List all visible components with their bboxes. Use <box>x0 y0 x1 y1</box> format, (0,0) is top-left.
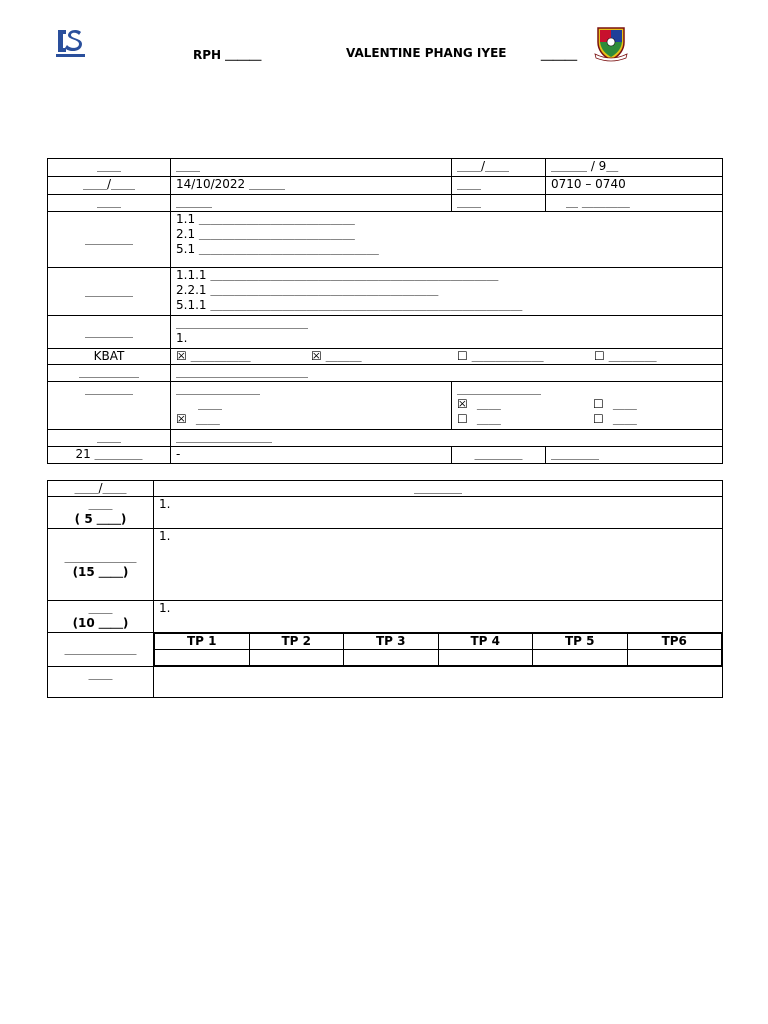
checkbox-checked-icon: ☒ <box>176 412 187 426</box>
activity-option-label: ＿＿ <box>198 397 223 411</box>
date-label: ＿＿/＿＿ <box>48 177 171 195</box>
kbat-options <box>171 349 723 365</box>
phase-header: ＿＿/＿＿ <box>48 481 154 497</box>
checkbox-checked-icon: ☒ <box>176 349 187 363</box>
kbat-option-label: ＿＿＿＿＿ <box>190 349 251 363</box>
checkbox-checked-icon: ☒ <box>457 397 468 411</box>
closure-time: (10 ＿＿) <box>72 616 129 630</box>
school-crest <box>592 24 630 62</box>
reflection-value[interactable] <box>154 667 723 698</box>
class-label: ＿＿/＿＿ <box>452 159 546 177</box>
cross-curricular-value: ＿＿＿＿＿＿＿＿＿＿＿ <box>171 365 723 382</box>
activity-right-title: ＿＿＿＿＿＿＿ <box>457 382 542 396</box>
checkbox-icon: ☐ <box>457 412 468 426</box>
content-standard-item: 1.1 ＿＿＿＿＿＿＿＿＿＿＿＿＿ <box>176 212 355 226</box>
tp-header: TP 4 <box>438 634 533 650</box>
tp-header: TP 2 <box>249 634 344 650</box>
checkbox-icon: ☐ <box>593 397 604 411</box>
activity-option[interactable] <box>457 397 501 412</box>
activity-option-label: ＿＿ <box>476 412 501 426</box>
activity-header: ＿＿＿＿ <box>154 481 723 497</box>
school-label: ＿＿＿ <box>541 48 578 62</box>
time-value: 0710 – 0740 <box>546 177 723 195</box>
21c-value: - <box>171 447 452 464</box>
activity-option[interactable] <box>593 397 637 412</box>
tp-header: TP6 <box>627 634 722 650</box>
subject-value: ＿＿ <box>171 159 452 177</box>
development-time: (15 ＿＿) <box>72 564 129 579</box>
teaching-aids-label: ＿＿ <box>48 430 171 447</box>
checkbox-icon: ☐ <box>457 349 468 363</box>
kbat-option[interactable] <box>176 349 251 364</box>
activity-option[interactable] <box>176 397 446 412</box>
kbat-option[interactable] <box>311 349 362 364</box>
tp-header: TP 1 <box>155 634 250 650</box>
activity-option[interactable] <box>593 412 637 427</box>
kbat-option-label: ＿＿＿＿＿＿ <box>471 349 544 363</box>
tp-cell[interactable] <box>249 650 344 666</box>
extra-label: ＿＿＿＿ <box>452 447 546 464</box>
intro-time: ( 5 ＿＿) <box>74 512 127 526</box>
objective-label: ＿＿＿＿ <box>48 316 171 349</box>
content-standard-item: 2.1 ＿＿＿＿＿＿＿＿＿＿＿＿＿ <box>176 227 355 241</box>
checkbox-checked-icon: ☒ <box>311 349 322 363</box>
closure-item: 1. <box>154 601 723 633</box>
tp-cell[interactable] <box>533 650 628 666</box>
learning-standards <box>171 268 723 316</box>
activity-option[interactable] <box>457 412 501 427</box>
development-item: 1. <box>154 529 723 601</box>
21c-label: 21 ＿＿＿＿ <box>48 447 171 464</box>
cross-curricular-label: ＿＿＿＿＿ <box>48 365 171 382</box>
learning-standard-item: 5.1.1 ＿＿＿＿＿＿＿＿＿＿＿＿＿＿＿＿＿＿＿＿＿＿＿＿＿＿ <box>176 298 523 312</box>
objective-intro: ＿＿＿＿＿＿＿＿＿＿＿ <box>176 316 309 330</box>
tp-header: TP 5 <box>533 634 628 650</box>
checkbox-icon: ☐ <box>594 349 605 363</box>
activity-label: ＿＿＿＿ <box>48 382 171 430</box>
intro-phase <box>48 497 154 529</box>
kbat-option-label: ＿＿＿＿ <box>608 349 657 363</box>
kbat-label: KBAT <box>48 349 171 365</box>
kbat-option-label: ＿＿＿ <box>325 349 362 363</box>
development-phase <box>48 529 154 601</box>
teacher-name: VALENTINE PHANG IYEE <box>346 46 507 60</box>
tp-cell[interactable] <box>627 650 722 666</box>
venue-value: ＿ ＿＿＿＿ <box>546 195 723 212</box>
tp-header: TP 3 <box>344 634 439 650</box>
content-standard-label: ＿＿＿＿ <box>48 212 171 268</box>
extra-value: ＿＿＿＿ <box>546 447 723 464</box>
rph-label: RPH ＿＿＿ <box>193 48 262 62</box>
content-standards <box>171 212 723 268</box>
lesson-info-table <box>47 158 723 464</box>
reflection-label: ＿＿ <box>48 667 154 698</box>
tp-grid <box>154 633 723 667</box>
kbat-option[interactable] <box>457 349 544 364</box>
venue-label: ＿＿ <box>452 195 546 212</box>
learning-standard-item: 1.1.1 ＿＿＿＿＿＿＿＿＿＿＿＿＿＿＿＿＿＿＿＿＿＿＿＿ <box>176 268 499 282</box>
topic-value: ＿＿＿ <box>171 195 452 212</box>
kbat-option[interactable] <box>594 349 657 364</box>
development-label: ＿＿＿＿＿＿ <box>64 549 137 564</box>
subject-label: ＿＿ <box>48 159 171 177</box>
ministry-logo <box>54 26 87 59</box>
teaching-aids-value: ＿＿＿＿＿＿＿＿ <box>171 430 723 447</box>
activity-option-label: ＿＿ <box>195 412 220 426</box>
tp-cell[interactable] <box>438 650 533 666</box>
objective-item: 1. <box>176 331 188 345</box>
closure-phase <box>48 601 154 633</box>
tp-cell[interactable] <box>155 650 250 666</box>
content-standard-item: 5.1 ＿＿＿＿＿＿＿＿＿＿＿＿＿＿＿ <box>176 242 379 256</box>
activity-left-title: ＿＿＿＿＿＿＿ <box>176 382 261 396</box>
topic-label: ＿＿ <box>48 195 171 212</box>
time-label: ＿＿ <box>452 177 546 195</box>
lesson-plan-table <box>47 480 723 698</box>
class-value: ＿＿＿ / 9＿ <box>546 159 723 177</box>
checkbox-icon: ☐ <box>593 412 604 426</box>
tp-cell[interactable] <box>344 650 439 666</box>
tp-label: ＿＿＿＿＿＿ <box>48 633 154 667</box>
learning-standard-item: 2.2.1 ＿＿＿＿＿＿＿＿＿＿＿＿＿＿＿＿＿＿＿ <box>176 283 439 297</box>
date-value: 14/10/2022 ＿＿＿ <box>171 177 452 195</box>
activity-option[interactable] <box>176 412 446 427</box>
activity-right <box>452 382 723 430</box>
activity-option-label: ＿＿ <box>612 412 637 426</box>
activity-option-label: ＿＿ <box>612 397 637 411</box>
closure-label: ＿＿ <box>88 601 113 615</box>
activity-option-label: ＿＿ <box>476 397 501 411</box>
learning-standard-label: ＿＿＿＿ <box>48 268 171 316</box>
activity-left <box>171 382 452 430</box>
objectives <box>171 316 723 349</box>
intro-label: ＿＿ <box>88 497 113 511</box>
intro-item: 1. <box>154 497 723 529</box>
